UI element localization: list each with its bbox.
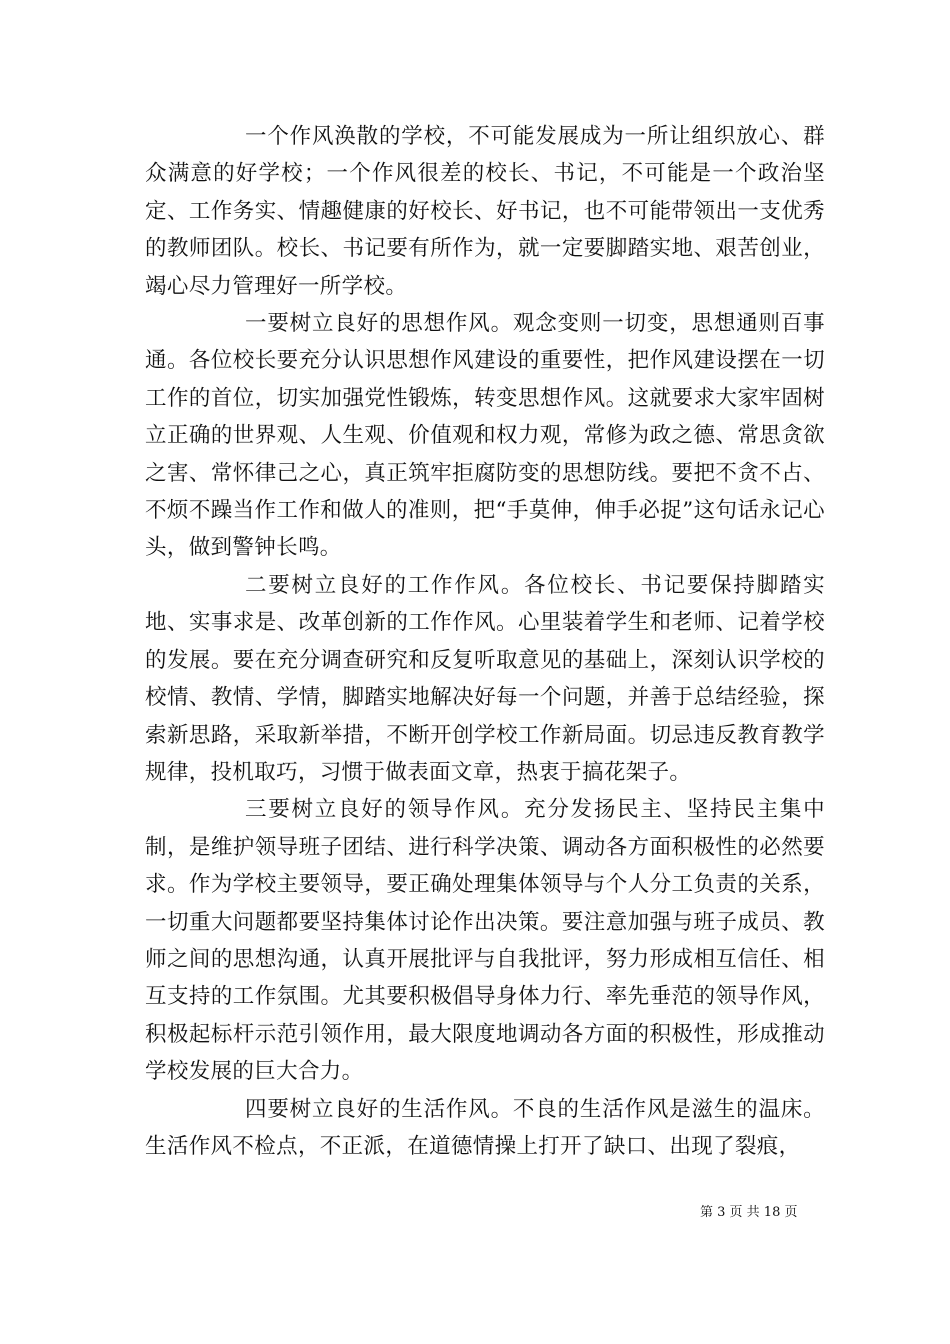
paragraph-intro: 一个作风涣散的学校，不可能发展成为一所让组织放心、群众满意的好学校；一个作风很差的校长、书记，不可能是一个政治坚定、工作务实、情趣健康的好校长、好书记，也不可能带领出一支优秀的教师团队。校长、书记要有所作为，就一定要脚踏实地、艰苦创业，竭心尽力管理好一所学校。 — [145, 124, 825, 299]
page-number-footer: 第 3 页 共 18 页 — [700, 1205, 798, 1220]
paragraph-work-style: 二要树立良好的工作作风。各位校长、书记要保持脚踏实地、实事求是、改革创新的工作作风。心里装着学生和老师、记着学校的发展。要在充分调查研究和反复听取意见的基础上，深刻认识学校的校情、教情、学情，脚踏实地解决好每一个问题，并善于总结经验，探索新思路，采取新举措，不断开创学校工作新局面。切忌违反教育教学规律，投机取巧，习惯于做表面文章，热衷于搞花架子。 — [145, 572, 825, 785]
document-body — [145, 118, 825, 1165]
paragraph-leadership-style: 三要树立良好的领导作风。充分发扬民主、坚持民主集中制，是维护领导班子团结、进行科学决策、调动各方面积极性的必然要求。作为学校主要领导，要正确处理集体领导与个人分工负责的关系，一切重大问题都要坚持集体讨论作出决策。要注意加强与班子成员、教师之间的思想沟通，认真开展批评与自我批评，努力形成相互信任、相互支持的工作氛围。尤其要积极倡导身体力行、率先垂范的领导作风，积极起标杆示范引领作用，最大限度地调动各方面的积极性，形成推动学校发展的巨大合力。 — [145, 797, 825, 1085]
paragraph-thought-style: 一要树立良好的思想作风。观念变则一切变，思想通则百事通。各位校长要充分认识思想作风建设的重要性，把作风建设摆在一切工作的首位，切实加强党性锻炼，转变思想作风。这就要求大家牢固树立正确的世界观、人生观、价值观和权力观，常修为政之德、常思贪欲之害、常怀律己之心，真正筑牢拒腐防变的思想防线。要把不贪不占、不烦不躁当作工作和做人的准则，把“手莫伸，伸手必捉”这句话永记心头，做到警钟长鸣。 — [145, 311, 825, 561]
paragraph-life-style: 四要树立良好的生活作风。不良的生活作风是滋生的温床。生活作风不检点，不正派，在道德情操上打开了缺口、出现了裂痕， — [145, 1096, 825, 1159]
